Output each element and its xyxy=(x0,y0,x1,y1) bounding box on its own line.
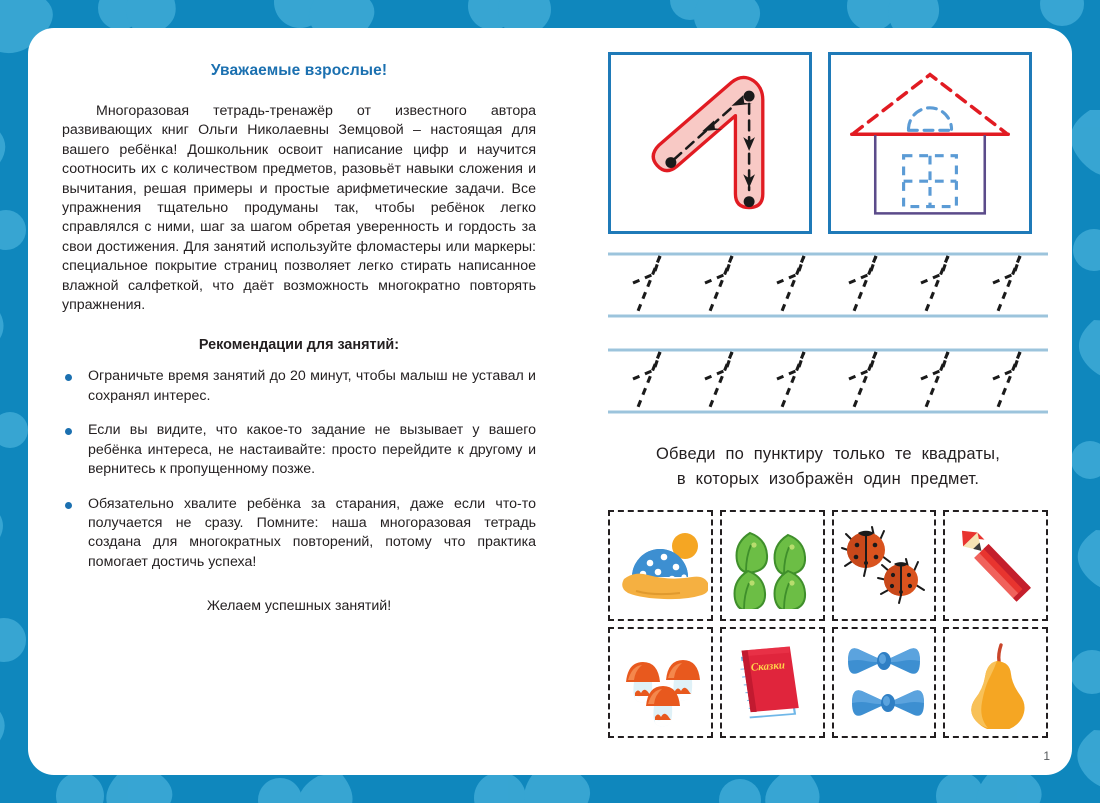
house-icon xyxy=(831,55,1029,231)
page-title: Уважаемые взрослые! xyxy=(210,62,388,79)
page-number: 1 xyxy=(1043,749,1050,763)
white-page xyxy=(28,28,1072,775)
list-item: Если вы видите, что какое-то задание не вызывает у вашего ребёнка интереса, не настаивайте: просто перейдите к другому и вернитесь к пропущенному позже. xyxy=(62,421,536,479)
pencil-icon xyxy=(953,521,1039,611)
grid-cell-book[interactable] xyxy=(720,627,825,738)
book-icon xyxy=(731,637,813,729)
tracing-practice-block xyxy=(608,250,1048,418)
ladybugs-icon xyxy=(836,522,932,610)
grid-cell-bow-ties[interactable] xyxy=(832,627,937,738)
tracing-row-svg xyxy=(608,250,1048,322)
grid-cell-ladybugs[interactable] xyxy=(832,510,937,621)
mushrooms-icon xyxy=(612,638,708,728)
book-cover-title: Сказки xyxy=(750,658,786,674)
bow-ties-icon xyxy=(838,639,930,727)
task-instruction-line-1: Обведи по пунктиру только те квадраты, xyxy=(655,445,1000,463)
digit-one-icon xyxy=(611,55,809,231)
leaves-icon xyxy=(726,523,818,609)
picture-grid xyxy=(608,510,1048,738)
list-item: Обязательно хвалите ребёнка за старания, даже если что-то получается не сразу. Помните: наша многоразовая тетрадь создана для многократных повторений, потому что практика помогает достичь успеха! xyxy=(62,495,536,573)
grid-cell-leaves[interactable] xyxy=(720,510,825,621)
closing-wish: Желаем успешных занятий! xyxy=(206,598,392,615)
grid-cell-pencil[interactable] xyxy=(943,510,1048,621)
demo-box-row xyxy=(608,52,1048,234)
tracing-row[interactable] xyxy=(608,250,1048,322)
recommendations-title: Рекомендации для занятий: xyxy=(198,337,400,354)
tracing-row-svg xyxy=(608,346,1048,418)
intro-paragraph: Многоразовая тетрадь-тренажёр от известного автора развивающих книг Ольги Николаевны Земцовой – настоящая для вашего ребёнка! Дошкольник освоит написание цифр и научится соотносить их с количеством предметов, разовьёт навыки сложения и вычитания, решая примеры и простые арифметические задачи. Все упражнения тщательно продуманы так, чтобы ребёнок легко справлялся с ними, шаг за шагом обретая уверенность и гордость за свои достижения. Для занятий используйте фломастеры или маркеры: специальное покрытие страниц позволяет легко стирать написанное влажной салфеткой, что даёт возможность многократно повторять упражнения. xyxy=(62,103,536,314)
grid-cell-winter-hat[interactable] xyxy=(608,510,713,621)
list-item: Ограничьте время занятий до 20 минут, чтобы малыш не уставал и сохранял интерес. xyxy=(62,367,536,406)
task-instruction xyxy=(608,442,1048,492)
winter-hat-icon xyxy=(612,523,708,609)
task-instruction-line-2: в которых изображён один предмет. xyxy=(676,470,980,488)
grid-cell-pear[interactable] xyxy=(943,627,1048,738)
exercise-column xyxy=(608,38,1048,738)
intro-column xyxy=(62,38,536,614)
pear-icon xyxy=(961,637,1031,729)
recommendations-list xyxy=(62,367,536,572)
house-tracing-demo-box xyxy=(828,52,1032,234)
digit-one-stroke-demo-box xyxy=(608,52,812,234)
tracing-row[interactable] xyxy=(608,346,1048,418)
grid-cell-mushrooms[interactable] xyxy=(608,627,713,738)
